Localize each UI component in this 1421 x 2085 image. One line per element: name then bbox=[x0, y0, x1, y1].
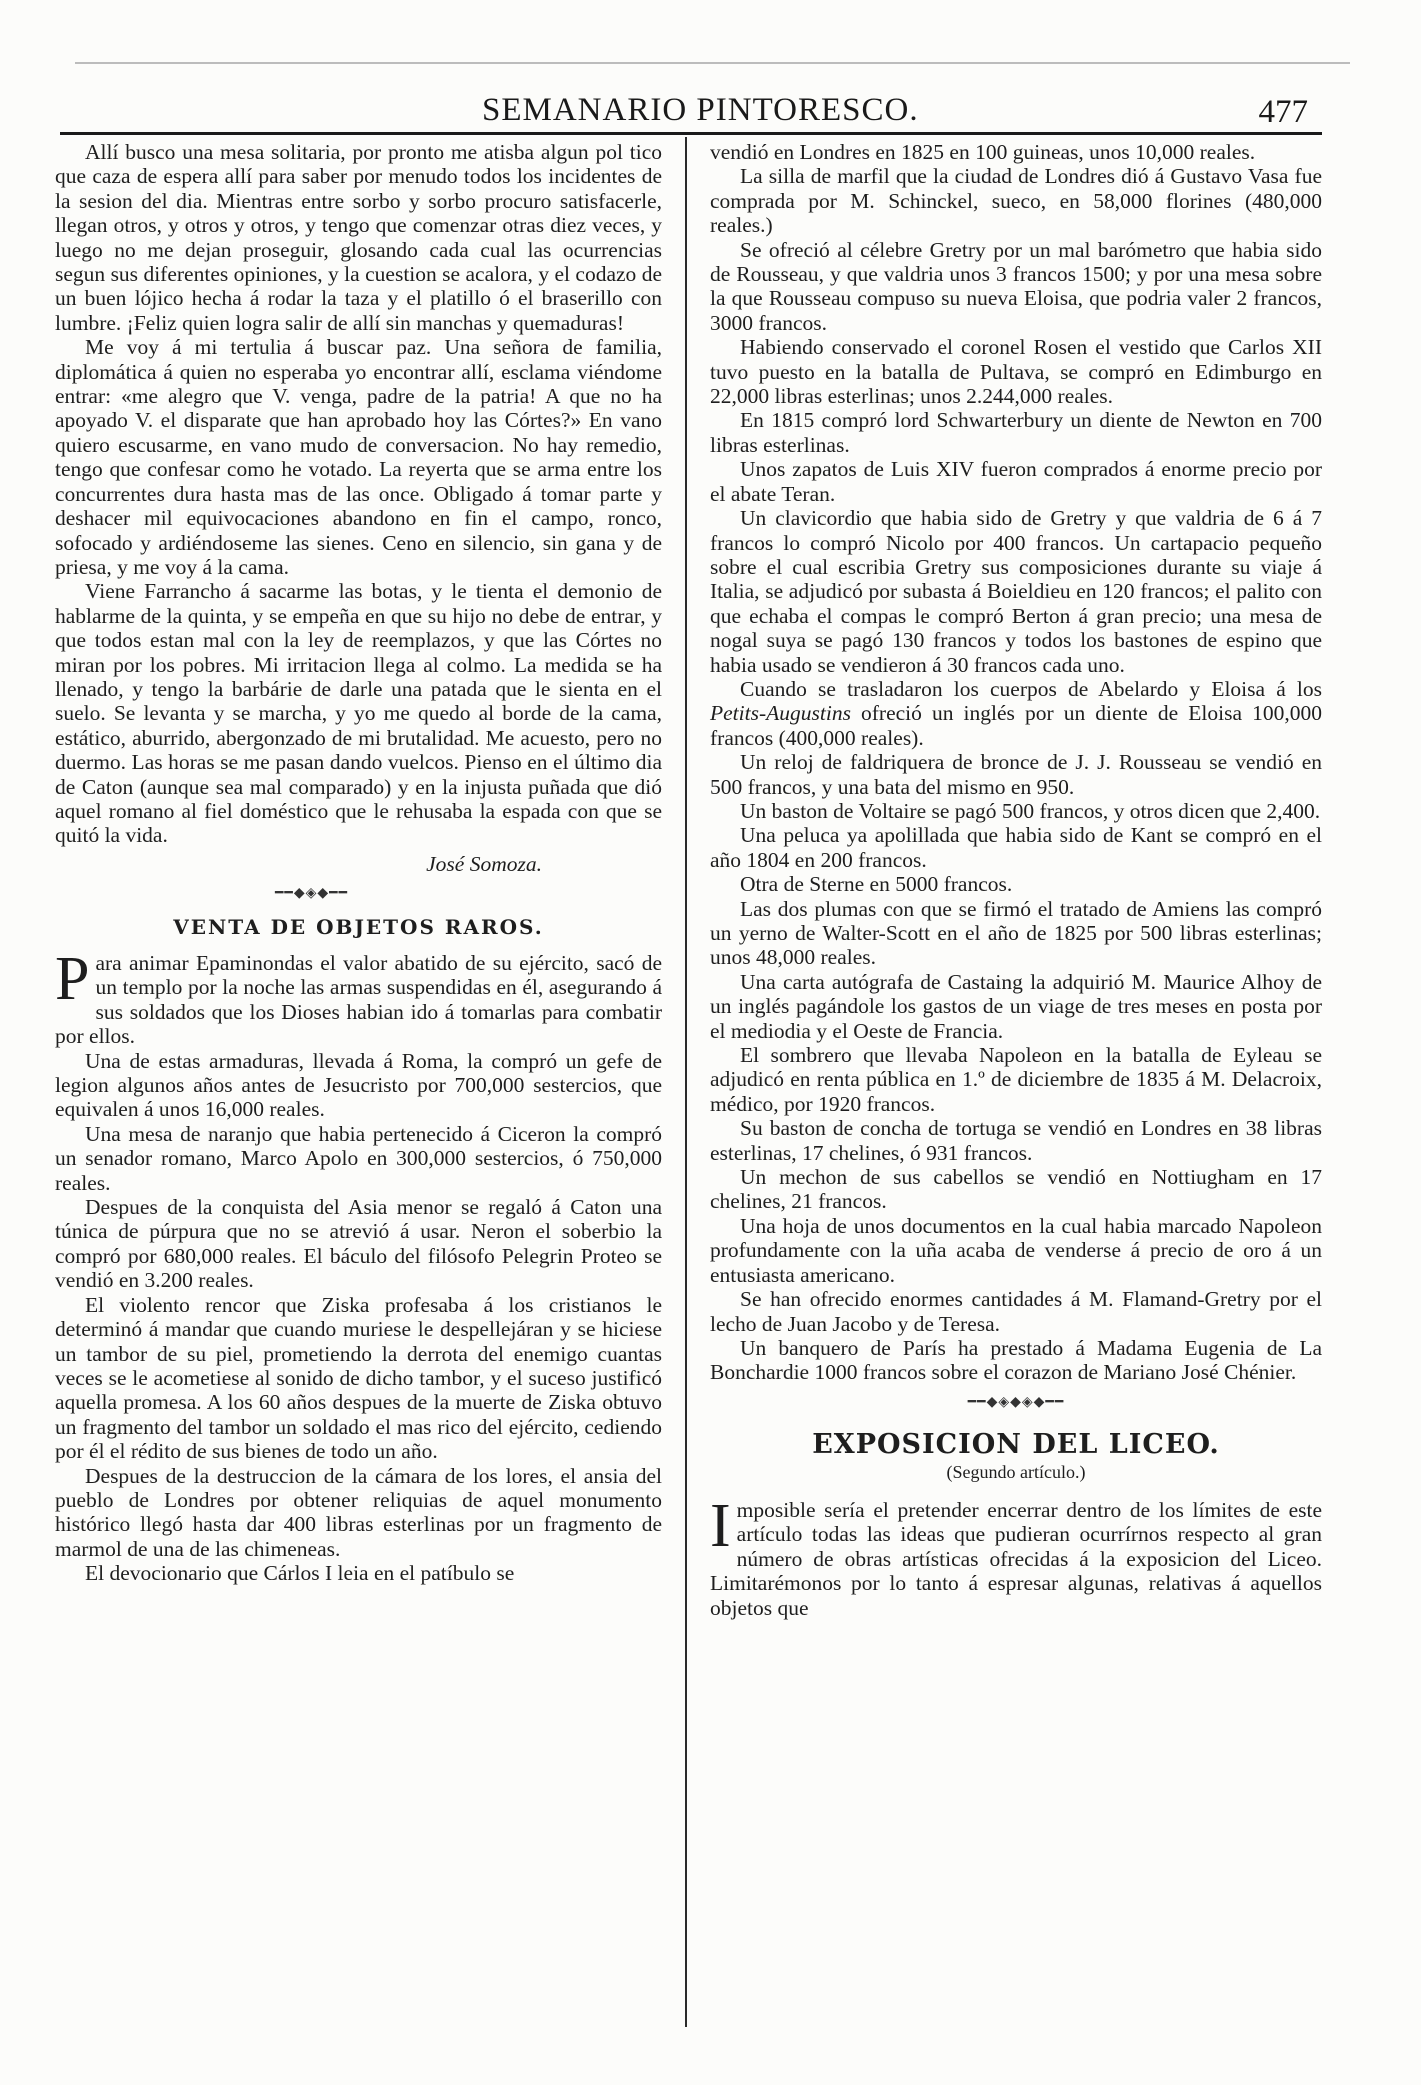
paragraph: El violento rencor que Ziska profesaba á los cristianos le determinó á mandar que cuando muriese le despellejáran y se hiciese un tambor de su piel, prometiendo la derrota del enemigo cuantas veces se le acometiese al sonido de dicho tambor, y el suceso justificó aquella promesa. A los 60 años despues de la muerte de Ziska obtuvo un fragmento del tambor un soldado el mas rico del ejército, cediendo por él el rédito de sus bienes de todo un año. bbox=[55, 1292, 662, 1464]
right-column bbox=[710, 140, 1322, 1620]
section-subtitle: (Segundo artículo.) bbox=[946, 1461, 1086, 1482]
paragraph: Un mechon de sus cabellos se vendió en Nottiugham en 17 chelines, 21 francos. bbox=[710, 1165, 1322, 1214]
paragraph bbox=[710, 677, 1322, 750]
drop-cap: I bbox=[710, 1491, 731, 1560]
paragraph: Un reloj de faldriquera de bronce de J. J. Rousseau se vendió en 500 francos, y una bata del mismo en 950. bbox=[710, 750, 1322, 799]
paragraph: Habiendo conservado el coronel Rosen el vestido que Carlos XII tuvo puesto en la batalla de Pultava, se compró en Edimburgo en 22,000 libras esterlinas; unos 2.244,000 reales. bbox=[710, 335, 1322, 409]
paragraph-with-dropcap bbox=[55, 945, 662, 1049]
column-divider bbox=[685, 137, 687, 2027]
paragraph: Despues de la destruccion de la cámara de los lores, el ansia del pueblo de Londres por obtener reliquias de aquel monumento histórico llegó hasta dar 400 libras esterlinas por un fragmento de marmol de una de las chimeneas. bbox=[55, 1463, 662, 1561]
header-rule bbox=[60, 132, 1322, 135]
divider-ornament: ━━◆◈◆◈◆━━ bbox=[967, 1394, 1065, 1410]
paragraph: Un banquero de París ha prestado á Madama Eugenia de La Bonchardie 1000 francos sobre el corazon de Mariano José Chénier. bbox=[710, 1335, 1322, 1385]
publication-title: SEMANARIO PINTORESCO. bbox=[482, 92, 919, 128]
top-rule bbox=[75, 62, 1350, 64]
paragraph-text: ofreció un inglés por un diente de Eloisa 100,000 francos (400,000 reales). bbox=[710, 701, 1322, 750]
paragraph-text: mposible sería el pretender encerrar dentro de los límites de este artículo todas las ideas que pudieran ocurrírnos respecto al gran número de obras artísticas ofrecidas á la exposicion del Liceo. Limitarémonos por lo tanto á espresar algunas, relativas á aquellos objetos que bbox=[710, 1497, 1322, 1620]
paragraph: Unos zapatos de Luis XIV fueron comprados á enorme precio por el abate Teran. bbox=[710, 457, 1322, 506]
left-column bbox=[55, 140, 662, 1586]
paragraph: Su baston de concha de tortuga se vendió en Londres en 38 libras esterlinas, 17 chelines, ó 931 francos. bbox=[710, 1116, 1322, 1165]
section-title: EXPOSICION DEL LICEO. bbox=[812, 1429, 1220, 1461]
paragraph: Una peluca ya apolillada que habia sido de Kant se compró en el año 1804 en 200 francos. bbox=[710, 823, 1322, 872]
page-number: 477 bbox=[1258, 94, 1308, 130]
paragraph: Viene Farrancho á sacarme las botas, y le tienta el demonio de hablarme de la quinta, y se empeña en que su hijo no debe de entrar, y que todos estan mal con la ley de reemplazos, y que las Córtes no miran por los pobres. Mi irritacion llega al colmo. La medida se ha llenado, y tengo la barbárie de darle una patada que le sienta en el suelo. Se levanta y se marcha, y yo me quedo al borde de la cama, estático, aburrido, abergonzado de mi brutalidad. Me acuesto, pero no duermo. Las horas se me pasan dando vuelcos. Pienso en el último dia de Caton (aunque sea mal comparado) y en la injusta puñada que dió aquel romano al fiel doméstico que le rehusaba la espada con que se quitó la vida. bbox=[55, 579, 662, 848]
paragraph: El sombrero que llevaba Napoleon en la batalla de Eyleau se adjudicó en renta pública en 1.º de diciembre de 1835 á M. Delacroix, médico, por 1920 francos. bbox=[710, 1043, 1322, 1116]
paragraph: Otra de Sterne en 5000 francos. bbox=[740, 872, 1013, 897]
paragraph: Me voy á mi tertulia á buscar paz. Una señora de familia, diplomática á quien no esperaba yo encontrar allí, esclama viéndome entrar: «me alegro que V. venga, padre de la patria! A que no ha apoyado V. el disparate que han aprobado hoy las Córtes?» En vano quiero escusarme, en vano mudo de conversacion. No hay remedio, tengo que confesar como he votado. La reyerta que se arma entre los concurrentes dura hasta mas de las once. Obligado á tomar parte y deshacer mil equivocaciones abandono en fin el campo, ronco, sofocado y ardiéndoseme las sienes. Ceno en silencio, sin gana y de priesa, y me voy á la cama. bbox=[55, 335, 662, 579]
section-title: VENTA DE OBJETOS RAROS. bbox=[173, 914, 544, 939]
drop-cap: P bbox=[55, 945, 90, 1013]
paragraph: Allí busco una mesa solitaria, por pronto me atisba algun pol tico que caza de espera allí para saber por menudo todos los incidentes de la sesion del dia. Mientras entre sorbo y sorbo procuro satisfacerle, llegan otros, y otros y otros, y tengo que comenzar otras diez veces, y luego no me dejan proseguir, glosando cada cual las ocurrencias segun sus diferentes opiniones, y la cuestion se acalora, y el codazo de un buen lójico hecha á rodar la taza y el platillo ó el braserillo con lumbre. ¡Feliz quien logra salir de allí sin manchas y quemaduras! bbox=[55, 140, 662, 335]
paragraph: Se ofreció al célebre Gretry por un mal barómetro que habia sido de Rousseau, y que valdria unos 3 francos 1500; y por una mesa sobre la que Rousseau compuso su nueva Eloisa, que podria valer 2 francos, 3000 francos. bbox=[710, 237, 1322, 335]
paragraph: Una mesa de naranjo que habia pertenecido á Ciceron la compró un senador romano, Marco Apolo en 300,000 sestercios, ó 750,000 reales. bbox=[55, 1121, 662, 1195]
paragraph-text: ara animar Epaminondas el valor abatido de su ejército, sacó de un templo por la noche las armas suspendidas en él, asegurando á sus soldados que los Dioses habian ido á tomarlas para combatir por ellos. bbox=[55, 951, 662, 1049]
page-header bbox=[60, 90, 1320, 134]
paragraph: Una hoja de unos documentos en la cual habia marcado Napoleon profundamente con la uña acaba de venderse á precio de oro á un entusiasta americano. bbox=[710, 1213, 1322, 1287]
paragraph: Una carta autógrafa de Castaing la adquirió M. Maurice Alhoy de un inglés pagándole los gastos de un viage de tres meses en posta por el mediodia y el Oeste de Francia. bbox=[710, 969, 1322, 1043]
paragraph: El devocionario que Cárlos I leia en el patíbulo se bbox=[85, 1561, 515, 1586]
paragraph: En 1815 compró lord Schwarterbury un diente de Newton en 700 libras esterlinas. bbox=[710, 408, 1322, 457]
paragraph: Un clavicordio que habia sido de Gretry y que valdria de 6 á 7 francos lo compró Nicolo por 400 francos. Un cartapacio pequeño sobre el cual escribia Gretry sus composiciones durante su viaje á Italia, se adjudicó por subasta á Boieldieu en 120 francos; el palito con que echaba el compas le compró Berton á gran precio; una mesa de nogal suya se pagó 130 francos y todos los bastones de espino que habia usado se vendieron á 30 francos cada uno. bbox=[710, 506, 1322, 677]
paragraph-text: Cuando se trasladaron los cuerpos de Abelardo y Eloisa á los bbox=[740, 676, 1322, 701]
paragraph-with-dropcap bbox=[710, 1491, 1322, 1620]
paragraph: Un baston de Voltaire se pagó 500 francos, y otros dicen que 2,400. bbox=[740, 798, 1321, 823]
paragraph: La silla de marfil que la ciudad de Londres dió á Gustavo Vasa fue comprada por M. Schinckel, sueco, en 58,000 florines (480,000 reales.) bbox=[710, 164, 1322, 238]
divider-ornament: ━━◆◈◆━━ bbox=[275, 886, 349, 902]
paragraph: Una de estas armaduras, llevada á Roma, la compró un gefe de legion algunos años antes de Jesucristo por 700,000 sestercios, que equivalen á unos 16,000 reales. bbox=[55, 1048, 662, 1122]
paragraph: Se han ofrecido enormes cantidades á M. Flamand-Gretry por el lecho de Juan Jacobo y de Teresa. bbox=[710, 1287, 1322, 1336]
paragraph: Despues de la conquista del Asia menor se regaló á Caton una túnica de púrpura que no se atrevió á usar. Neron el soberbio la compró por 680,000 reales. El báculo del filósofo Pelegrin Proteo se vendió en 3.200 reales. bbox=[55, 1195, 662, 1293]
paragraph: Las dos plumas con que se firmó el tratado de Amiens las compró un yerno de Walter-Scott en el año de 1825 por 500 libras esterlinas; unos 48,000 reales. bbox=[710, 896, 1322, 970]
paragraph: vendió en Londres en 1825 en 100 guineas, unos 10,000 reales. bbox=[710, 140, 1256, 164]
italic-place-name: Petits-Augustins bbox=[710, 701, 851, 726]
author-signature: José Somoza. bbox=[426, 851, 542, 876]
